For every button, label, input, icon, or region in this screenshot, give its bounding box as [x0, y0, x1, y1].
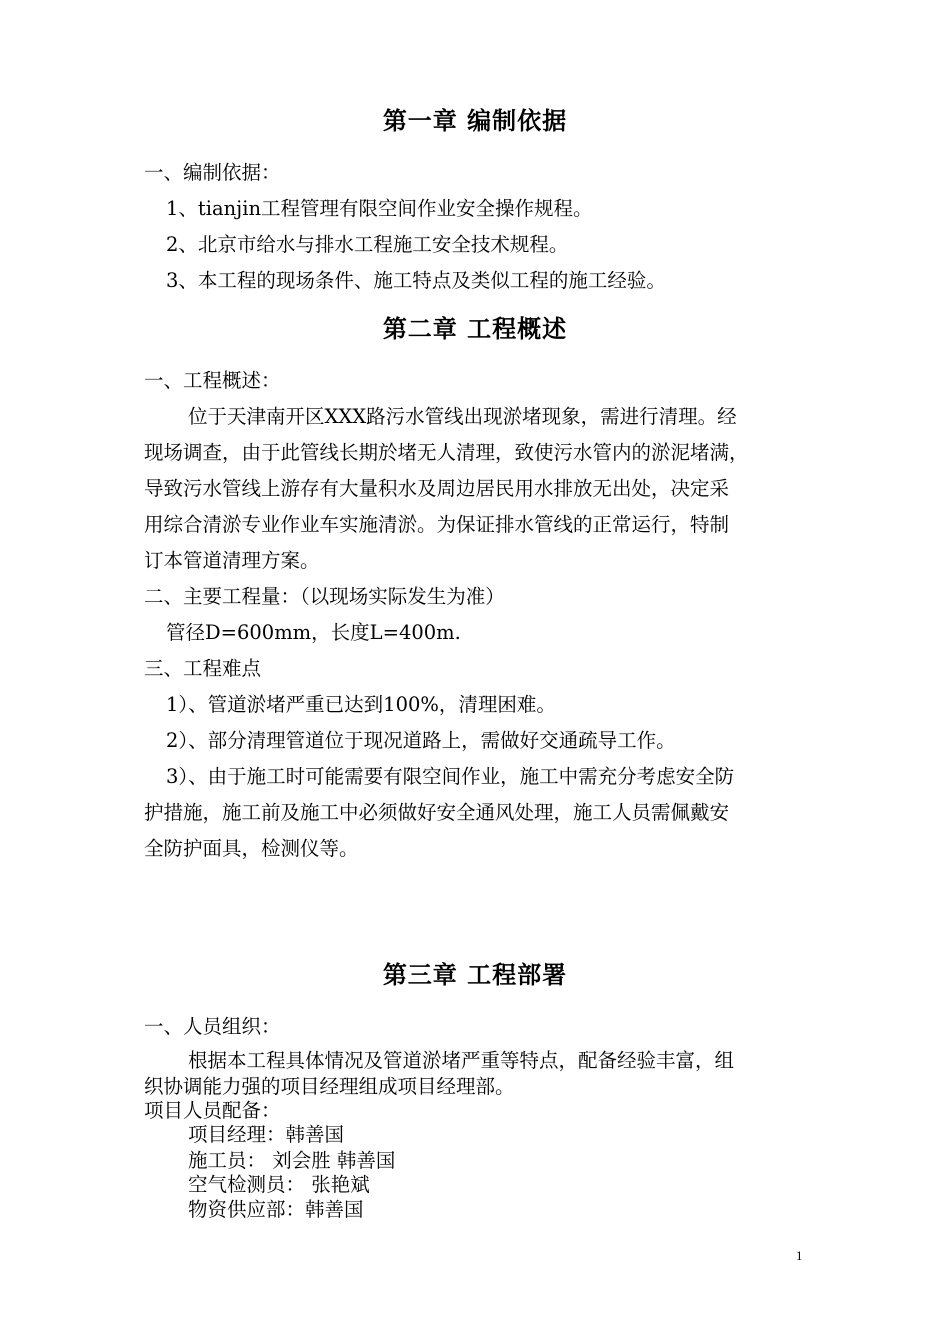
overview-line-1: 位于天津南开区XXX路污水管线出现淤堵现象，需进行清理。经 [188, 405, 737, 428]
chapter-2-title: 第二章 工程概述 [382, 315, 568, 343]
basis-item-1: 1、tianjin工程管理有限空间作业安全操作规程。 [166, 197, 593, 220]
basis-item-3: 3、本工程的现场条件、施工特点及类似工程的施工经验。 [166, 269, 666, 292]
staff-project-manager: 项目经理：韩善国 [188, 1123, 345, 1146]
overview-line-3: 导致污水管线上游存有大量积水及周边居民用水排放无出处，决定采 [144, 477, 730, 500]
org-line-1: 根据本工程具体情况及管道淤堵严重等特点，配备经验丰富，组 [188, 1049, 735, 1072]
overview-line-2: 现场调查，由于此管线长期於堵无人清理，致使污水管内的淤泥堵满， [144, 441, 749, 464]
overview-heading: 一、工程概述： [144, 369, 281, 392]
staff-air-inspector: 空气检测员： 张艳斌 [188, 1173, 370, 1196]
staff-heading: 项目人员配备： [144, 1099, 281, 1122]
quantity-heading: 二、主要工程量：（以现场实际发生为准） [144, 585, 505, 608]
difficulty-item-2: 2）、部分清理管道位于现况道路上，需做好交通疏导工作。 [166, 729, 676, 752]
overview-line-4: 用综合清淤专业作业车实施清淤。为保证排水管线的正常运行，特制 [144, 513, 730, 536]
org-line-2: 织协调能力强的项目经理组成项目经理部。 [144, 1075, 515, 1098]
chapter-1-section-heading: 一、编制依据： [144, 161, 281, 184]
difficulty-item-1: 1）、管道淤堵严重已达到100%，清理困难。 [166, 693, 556, 716]
staff-supply: 物资供应部：韩善国 [188, 1198, 364, 1221]
basis-item-2: 2、北京市给水与排水工程施工安全技术规程。 [166, 233, 569, 256]
difficulty-heading: 三、工程难点 [144, 657, 262, 680]
personnel-heading: 一、人员组织： [144, 1015, 281, 1038]
chapter-3-title: 第三章 工程部署 [382, 961, 568, 989]
chapter-1-title: 第一章 编制依据 [382, 107, 568, 135]
difficulty-item-3-line-1: 3）、由于施工时可能需要有限空间作业，施工中需充分考虑安全防 [166, 765, 735, 788]
difficulty-item-3-line-3: 全防护面具，检测仪等。 [144, 837, 359, 860]
difficulty-item-3-line-2: 护措施，施工前及施工中必须做好安全通风处理，施工人员需佩戴安 [144, 801, 730, 824]
overview-line-5: 订本管道清理方案。 [144, 549, 320, 572]
quantity-value: 管径D=600mm，长度L=400m. [166, 621, 461, 644]
page-number: 1 [796, 1248, 803, 1263]
staff-construction: 施工员： 刘会胜 韩善国 [188, 1149, 396, 1172]
